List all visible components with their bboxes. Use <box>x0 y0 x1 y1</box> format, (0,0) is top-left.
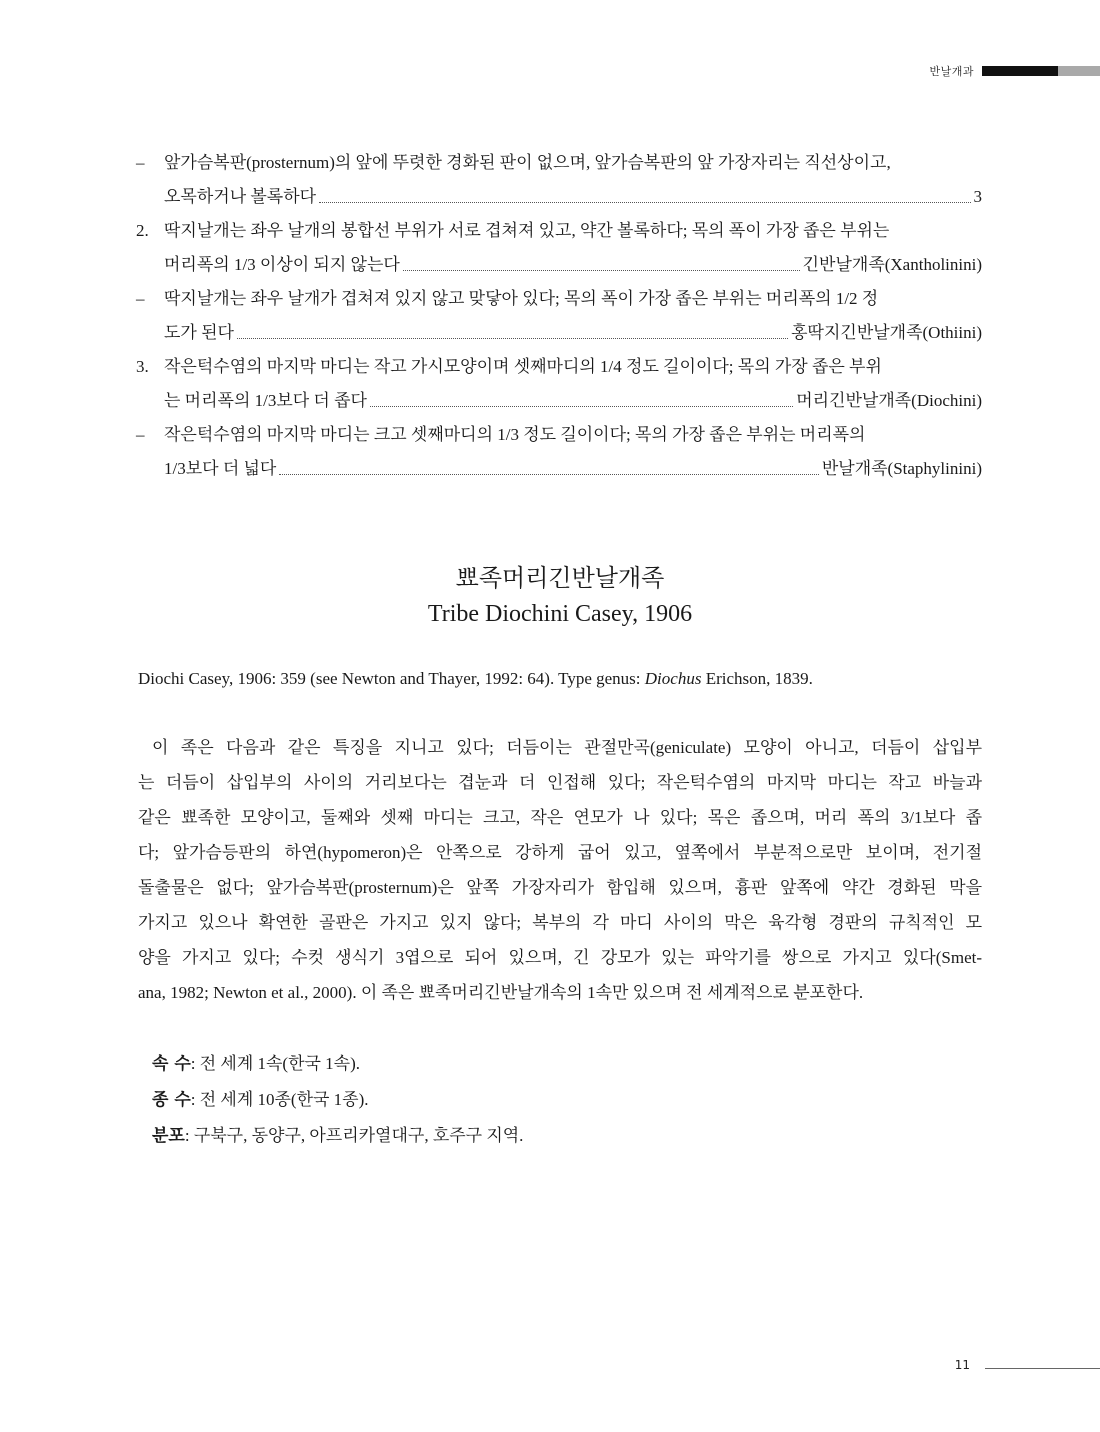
couplet-text-end: 오목하거나 볼록하다 <box>164 187 317 206</box>
couplet-lead <box>164 248 982 282</box>
species-count <box>152 1082 523 1118</box>
stat-value: : 전 세계 10종(한국 1종). <box>190 1090 369 1109</box>
couplet-marker: 3. <box>136 357 149 376</box>
description-line: 돌출물은 없다; 앞가슴복판(prosternum)은 앞쪽 가장자리가 함입해 있으며, 흉판 앞쪽에 약간 경화된 막을 <box>138 878 982 897</box>
couplet-text-end: 도가 된다 <box>164 323 234 342</box>
couplet-text: 딱지날개는 좌우 날개가 겹쳐져 있지 않고 맞닿아 있다; 목의 폭이 가장 좁은 부위는 머리폭의 1/2 정 <box>164 289 879 308</box>
couplet-text-end: 1/3보다 더 넓다 <box>164 459 277 478</box>
couplet-result: 긴반날개족(Xantholinini) <box>802 255 982 274</box>
leader-dots <box>237 337 788 339</box>
header-bar-light <box>1058 66 1100 76</box>
reference-suffix: Erichson, 1839. <box>701 669 813 688</box>
stat-label: 분포 <box>152 1126 185 1146</box>
stat-label: 속 수 <box>152 1054 191 1074</box>
couplet-text: 작은턱수염의 마지막 마디는 작고 가시모양이며 셋째마디의 1/4 정도 길이이다; 목의 가장 좁은 부위 <box>164 357 882 376</box>
section-title: 반날개과 <box>929 65 974 78</box>
description-line: ana, 1982; Newton et al., 2000). 이 족은 뾰족머리긴반날개속의 1속만 있으며 전 세계적으로 분포한다. <box>138 983 864 1002</box>
couplet-text-end: 는 머리폭의 1/3보다 더 좁다 <box>164 391 367 410</box>
type-genus: Diochus <box>644 669 702 688</box>
key-couplet <box>136 282 982 350</box>
couplet-marker: 2. <box>136 221 149 240</box>
couplet-lead <box>164 384 982 418</box>
stat-label: 종 수 <box>152 1090 191 1110</box>
description-line: 이 족은 다음과 같은 특징을 지니고 있다; 더듬이는 관절만곡(geniculate) 모양이 아니고, 더듬이 삽입부 <box>152 738 982 757</box>
description-line: 가지고 있으나 확연한 골판은 가지고 있지 않다; 복부의 각 마디 사이의 막은 육각형 경판의 규칙적인 모 <box>138 913 982 932</box>
couplet-lead <box>164 452 982 486</box>
couplet-lead <box>164 316 982 350</box>
tribe-description <box>138 730 982 1010</box>
tribe-title-korean: 뾰족머리긴반날개족 <box>455 566 665 592</box>
leader-dots <box>319 201 970 203</box>
couplet-lead <box>164 180 982 214</box>
nomenclature-reference <box>138 666 813 692</box>
tribe-statistics <box>152 1046 523 1154</box>
distribution <box>152 1118 523 1154</box>
page-number: 11 <box>954 1358 970 1372</box>
running-header <box>929 64 1100 78</box>
stat-value: : 구북구, 동양구, 아프리카열대구, 호주구 지역. <box>184 1126 524 1145</box>
stat-value: : 전 세계 1속(한국 1속). <box>190 1054 361 1073</box>
leader-dots <box>279 473 819 475</box>
couplet-text: 딱지날개는 좌우 날개의 봉합선 부위가 서로 겹쳐져 있고, 약간 볼록하다; 목의 폭이 가장 좁은 부위는 <box>164 221 890 240</box>
description-line: 같은 뾰족한 모양이고, 둘째와 셋째 마디는 크고, 작은 연모가 나 있다; 목은 좁으며, 머리 폭의 3/1보다 좁 <box>138 808 982 827</box>
couplet-marker: – <box>136 153 145 172</box>
couplet-marker: – <box>136 425 145 444</box>
footer-rule <box>985 1368 1100 1369</box>
couplet-marker: – <box>136 289 145 308</box>
couplet-text-end: 머리폭의 1/3 이상이 되지 않는다 <box>164 255 400 274</box>
description-line: 양을 가지고 있다; 수컷 생식기 3엽으로 되어 있으며, 긴 강모가 있는 파악기를 쌍으로 가지고 있다(Smet- <box>138 948 982 967</box>
couplet-result: 머리긴반날개족(Diochini) <box>796 391 982 410</box>
genus-count <box>152 1046 523 1082</box>
couplet-result: 홍딱지긴반날개족(Othiini) <box>791 323 982 342</box>
header-bar-dark <box>982 66 1058 76</box>
key-couplet <box>136 418 982 486</box>
description-line: 는 더듬이 삽입부의 사이의 거리보다는 겹눈과 더 인접해 있다; 작은턱수염의 마지막 마디는 작고 바늘과 <box>138 773 982 792</box>
tribe-title-english: Tribe Diochini Casey, 1906 <box>427 601 693 627</box>
leader-dots <box>403 269 800 271</box>
couplet-result: 3 <box>973 187 982 206</box>
key-couplet <box>136 350 982 418</box>
leader-dots <box>370 405 793 407</box>
couplet-text: 앞가슴복판(prosternum)의 앞에 뚜렷한 경화된 판이 없으며, 앞가슴복판의 앞 가장자리는 직선상이고, <box>164 153 891 172</box>
identification-key <box>136 146 982 486</box>
couplet-text: 작은턱수염의 마지막 마디는 크고 셋째마디의 1/3 정도 길이이다; 목의 가장 좁은 부위는 머리폭의 <box>164 425 866 444</box>
tribe-heading <box>0 562 1100 632</box>
key-couplet <box>136 214 982 282</box>
couplet-result: 반날개족(Staphylinini) <box>821 459 982 478</box>
reference-prefix: Diochi Casey, 1906: 359 (see Newton and Thayer, 1992: 64). Type genus: <box>138 669 645 688</box>
description-line: 다; 앞가슴등판의 하연(hypomeron)은 안쪽으로 강하게 굽어 있고, 옆쪽에서 부분적으로만 보이며, 전기절 <box>138 843 982 862</box>
key-couplet <box>136 146 982 214</box>
